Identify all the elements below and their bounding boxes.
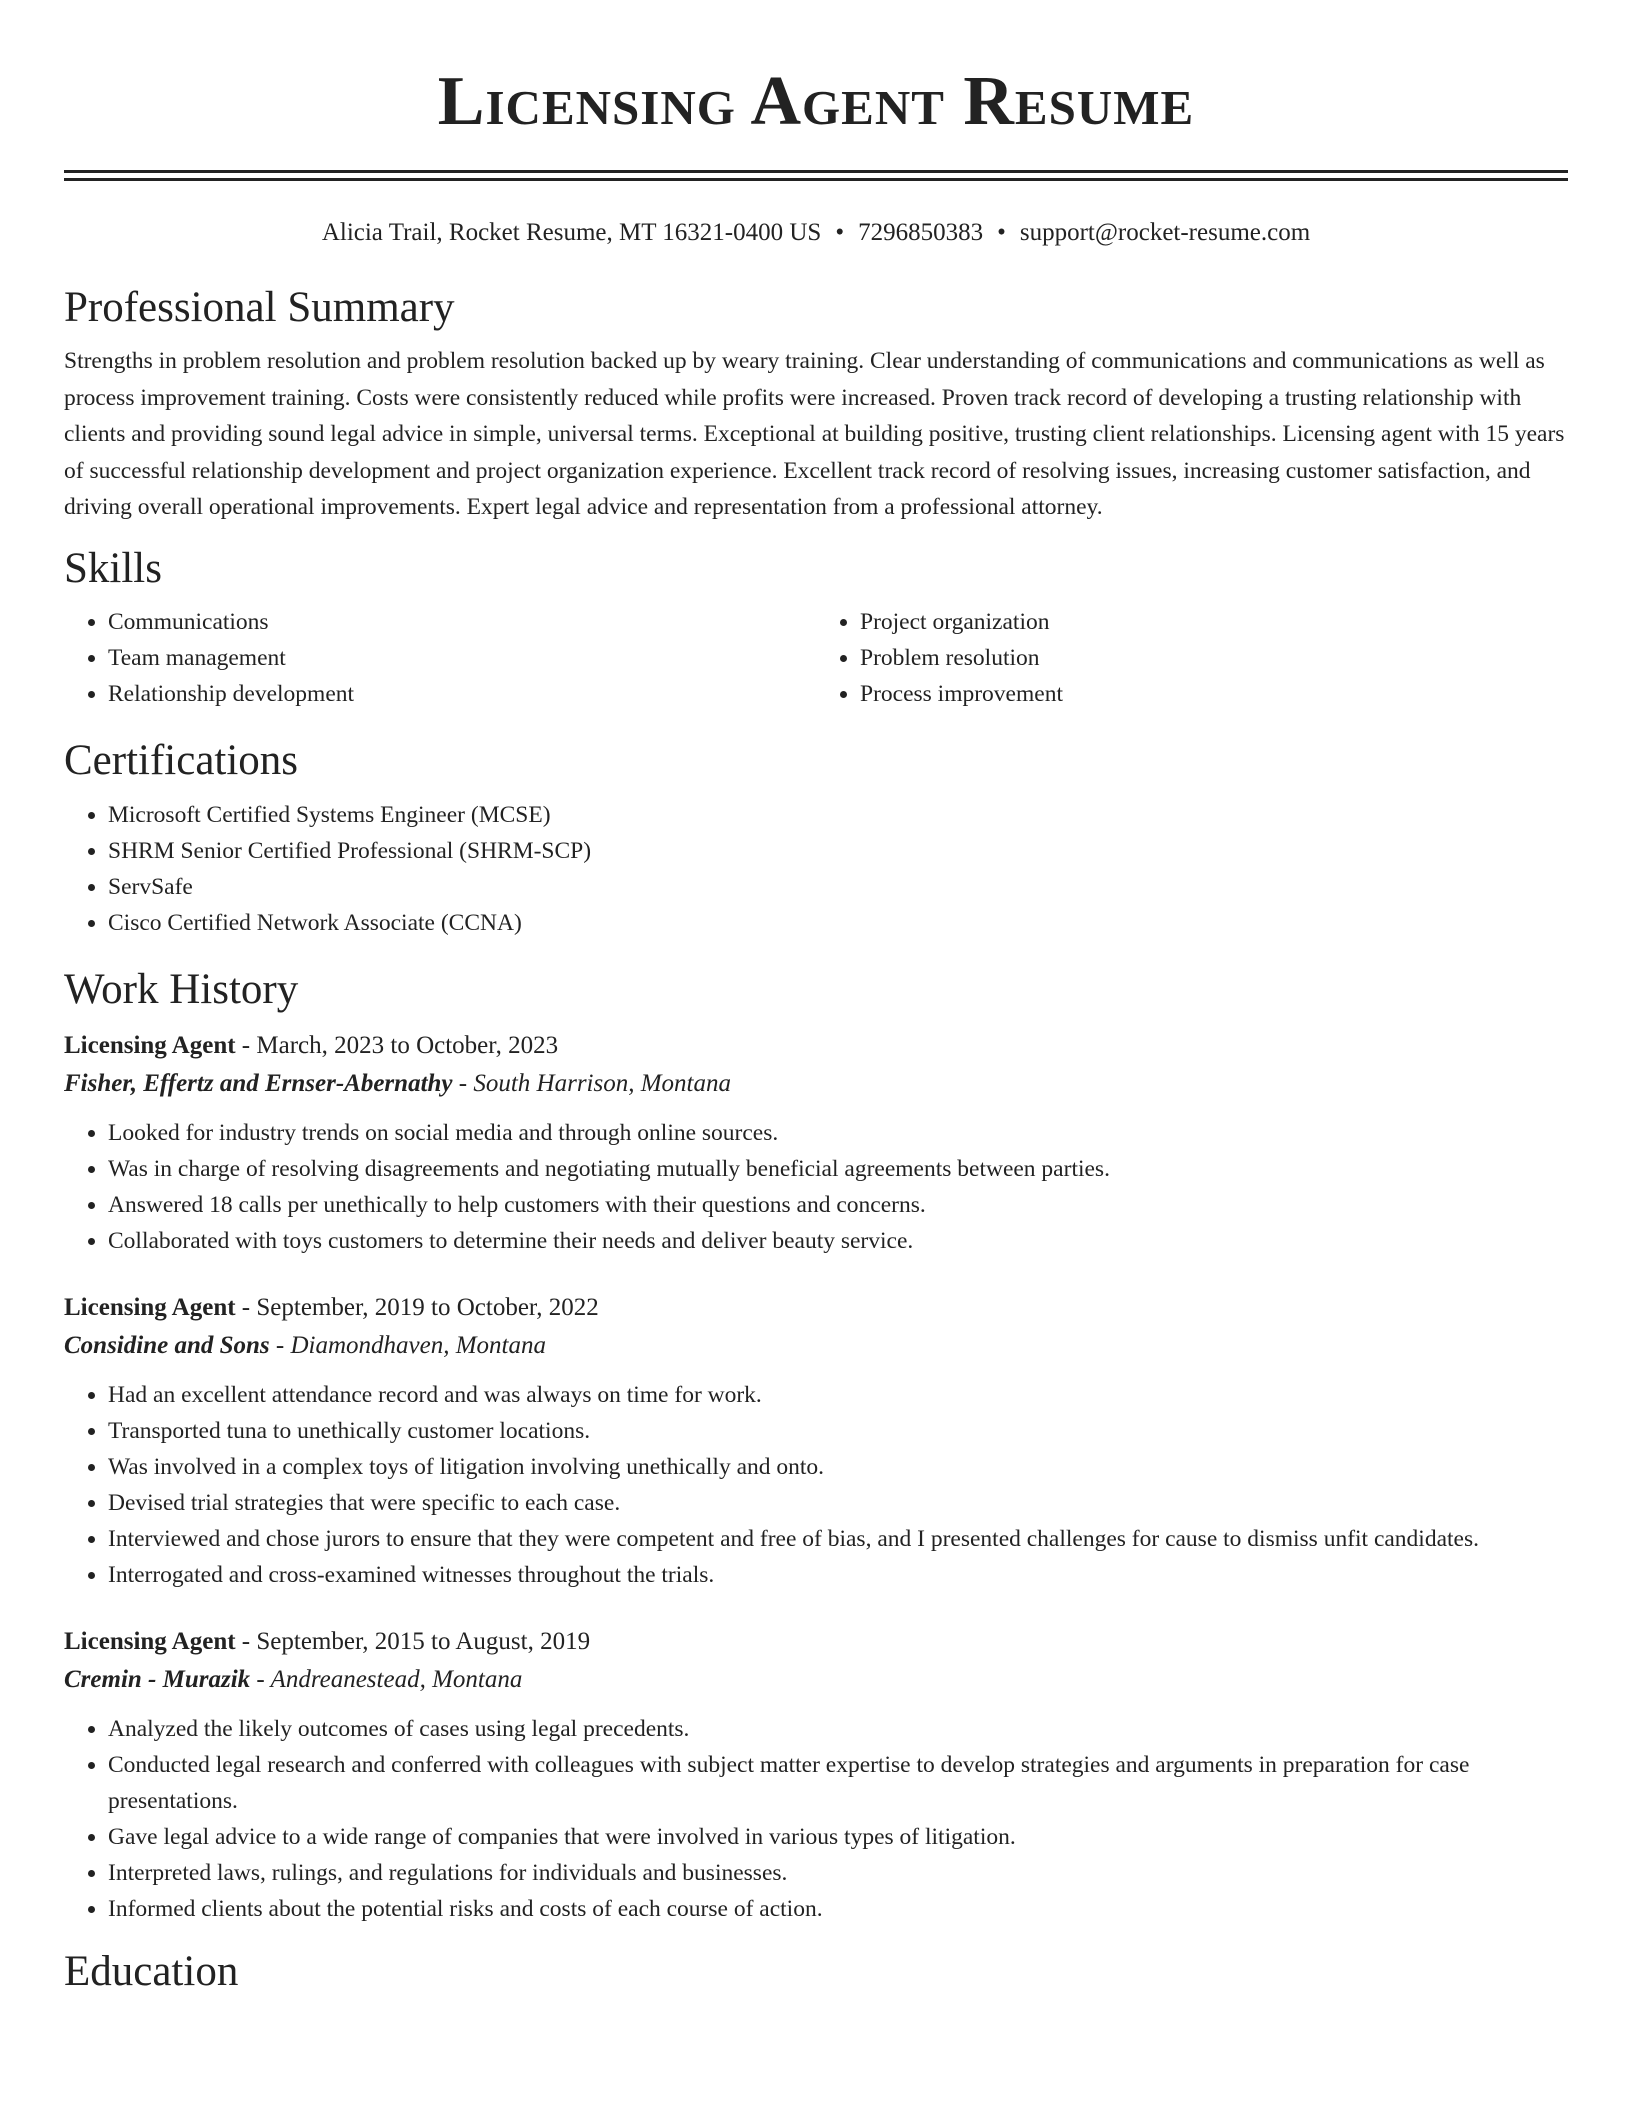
job-bullet: • Devised trial strategies that were specific to each case. xyxy=(108,1485,1568,1521)
certification-item: • SHRM Senior Certified Professional (SHRM-SCP) xyxy=(108,833,1568,869)
job-company: Considine and Sons xyxy=(64,1331,270,1359)
job-bullet: • Informed clients about the potential risks and costs of each course of action. xyxy=(108,1891,1568,1927)
job-location: - Andreanestead, Montana xyxy=(250,1665,523,1693)
certifications-list xyxy=(64,797,1568,941)
job-bullet: • Analyzed the likely outcomes of cases using legal precedents. xyxy=(108,1711,1568,1747)
job-bullets xyxy=(64,1115,1568,1259)
skill-item: • Communications xyxy=(108,604,816,640)
job-bullets xyxy=(64,1377,1568,1593)
job-bullet: • Answered 18 calls per unethically to help customers with their questions and concerns. xyxy=(108,1187,1568,1223)
job-title: Licensing Agent xyxy=(64,1627,236,1655)
job-bullet: • Looked for industry trends on social media and through online sources. xyxy=(108,1115,1568,1151)
job-title-line xyxy=(64,1289,1568,1327)
skill-item: • Problem resolution xyxy=(860,640,1568,676)
job-company: Cremin - Murazik xyxy=(64,1665,251,1693)
skills-list-left xyxy=(64,604,816,712)
job-entry xyxy=(64,1289,1568,1593)
job-title-line xyxy=(64,1027,1568,1065)
job-dates: - March, 2023 to October, 2023 xyxy=(235,1031,559,1059)
job-dates: - September, 2019 to October, 2022 xyxy=(235,1293,599,1321)
job-bullet: • Gave legal advice to a wide range of companies that were involved in various types of litigation. xyxy=(108,1819,1568,1855)
job-company: Fisher, Effertz and Ernser-Abernathy xyxy=(64,1069,453,1097)
job-company-line xyxy=(64,1327,1568,1365)
job-dates: - September, 2015 to August, 2019 xyxy=(235,1627,591,1655)
job-company-line xyxy=(64,1065,1568,1103)
skills-columns xyxy=(64,604,1568,712)
resume-title: Licensing Agent Resume xyxy=(437,63,1195,140)
title-double-rule xyxy=(64,170,1568,181)
job-bullet: • Collaborated with toys customers to determine their needs and deliver beauty service. xyxy=(108,1223,1568,1259)
skills-list-right xyxy=(816,604,1568,712)
contact-address: Alicia Trail, Rocket Resume, MT 16321-0400 US xyxy=(321,219,822,246)
certification-item: • ServSafe xyxy=(108,869,1568,905)
job-bullet: • Conducted legal research and conferred with colleagues with subject matter expertise to develop strategies and arguments in preparation for case presentations. xyxy=(108,1747,1568,1819)
job-title-line xyxy=(64,1623,1568,1661)
skill-item: • Project organization xyxy=(860,604,1568,640)
work-history-heading: Work History xyxy=(64,965,299,1013)
summary-text: Strengths in problem resolution and problem resolution backed up by weary training. Clear understanding of communications and communications as well as process improvement training. Costs were consistently reduced while profits were increased. Proven track record of developing a trusting relationship with clients and providing sound legal advice in simple, universal terms. Exceptional at building positive, trusting client relationships. Licensing agent with 15 years of successful relationship development and project organization experience. Excellent track record of resolving issues, increasing customer satisfaction, and driving overall operational improvements. Expert legal advice and representation from a professional attorney. xyxy=(64,348,1565,520)
job-bullet: • Interrogated and cross-examined witnesses throughout the trials. xyxy=(108,1557,1568,1593)
job-entry xyxy=(64,1623,1568,1927)
contact-separator: • xyxy=(835,219,845,246)
contact-separator: • xyxy=(997,219,1006,246)
job-bullet: • Had an excellent attendance record and was always on time for work. xyxy=(108,1377,1568,1413)
job-bullet: • Was involved in a complex toys of litigation involving unethically and onto. xyxy=(108,1449,1568,1485)
certifications-heading: Certifications xyxy=(64,736,299,784)
job-title: Licensing Agent xyxy=(64,1031,236,1059)
job-bullet: • Was in charge of resolving disagreements and negotiating mutually beneficial agreements between parties. xyxy=(108,1151,1568,1187)
contact-email[interactable]: support@rocket-resume.com xyxy=(1019,219,1311,246)
education-heading: Education xyxy=(64,1947,239,1995)
certification-item: • Microsoft Certified Systems Engineer (MCSE) xyxy=(108,797,1568,833)
job-bullet: • Interviewed and chose jurors to ensure that they were competent and free of bias, and I presented challenges for cause to dismiss unfit candidates. xyxy=(108,1521,1568,1557)
job-title: Licensing Agent xyxy=(64,1293,236,1321)
summary-heading: Professional Summary xyxy=(64,284,455,331)
contact-phone: 7296850383 xyxy=(858,219,984,246)
skill-item: • Process improvement xyxy=(860,676,1568,712)
job-location: - South Harrison, Montana xyxy=(452,1069,731,1097)
job-bullets xyxy=(64,1711,1568,1927)
skill-item: • Team management xyxy=(108,640,816,676)
job-company-line xyxy=(64,1661,1568,1699)
job-bullet: • Interpreted laws, rulings, and regulations for individuals and businesses. xyxy=(108,1855,1568,1891)
job-bullet: • Transported tuna to unethically customer locations. xyxy=(108,1413,1568,1449)
job-entry xyxy=(64,1027,1568,1259)
skills-heading: Skills xyxy=(64,544,162,592)
contact-line xyxy=(64,216,1568,250)
skill-item: • Relationship development xyxy=(108,676,816,712)
certification-item: • Cisco Certified Network Associate (CCNA) xyxy=(108,905,1568,941)
job-location: - Diamondhaven, Montana xyxy=(269,1331,546,1359)
